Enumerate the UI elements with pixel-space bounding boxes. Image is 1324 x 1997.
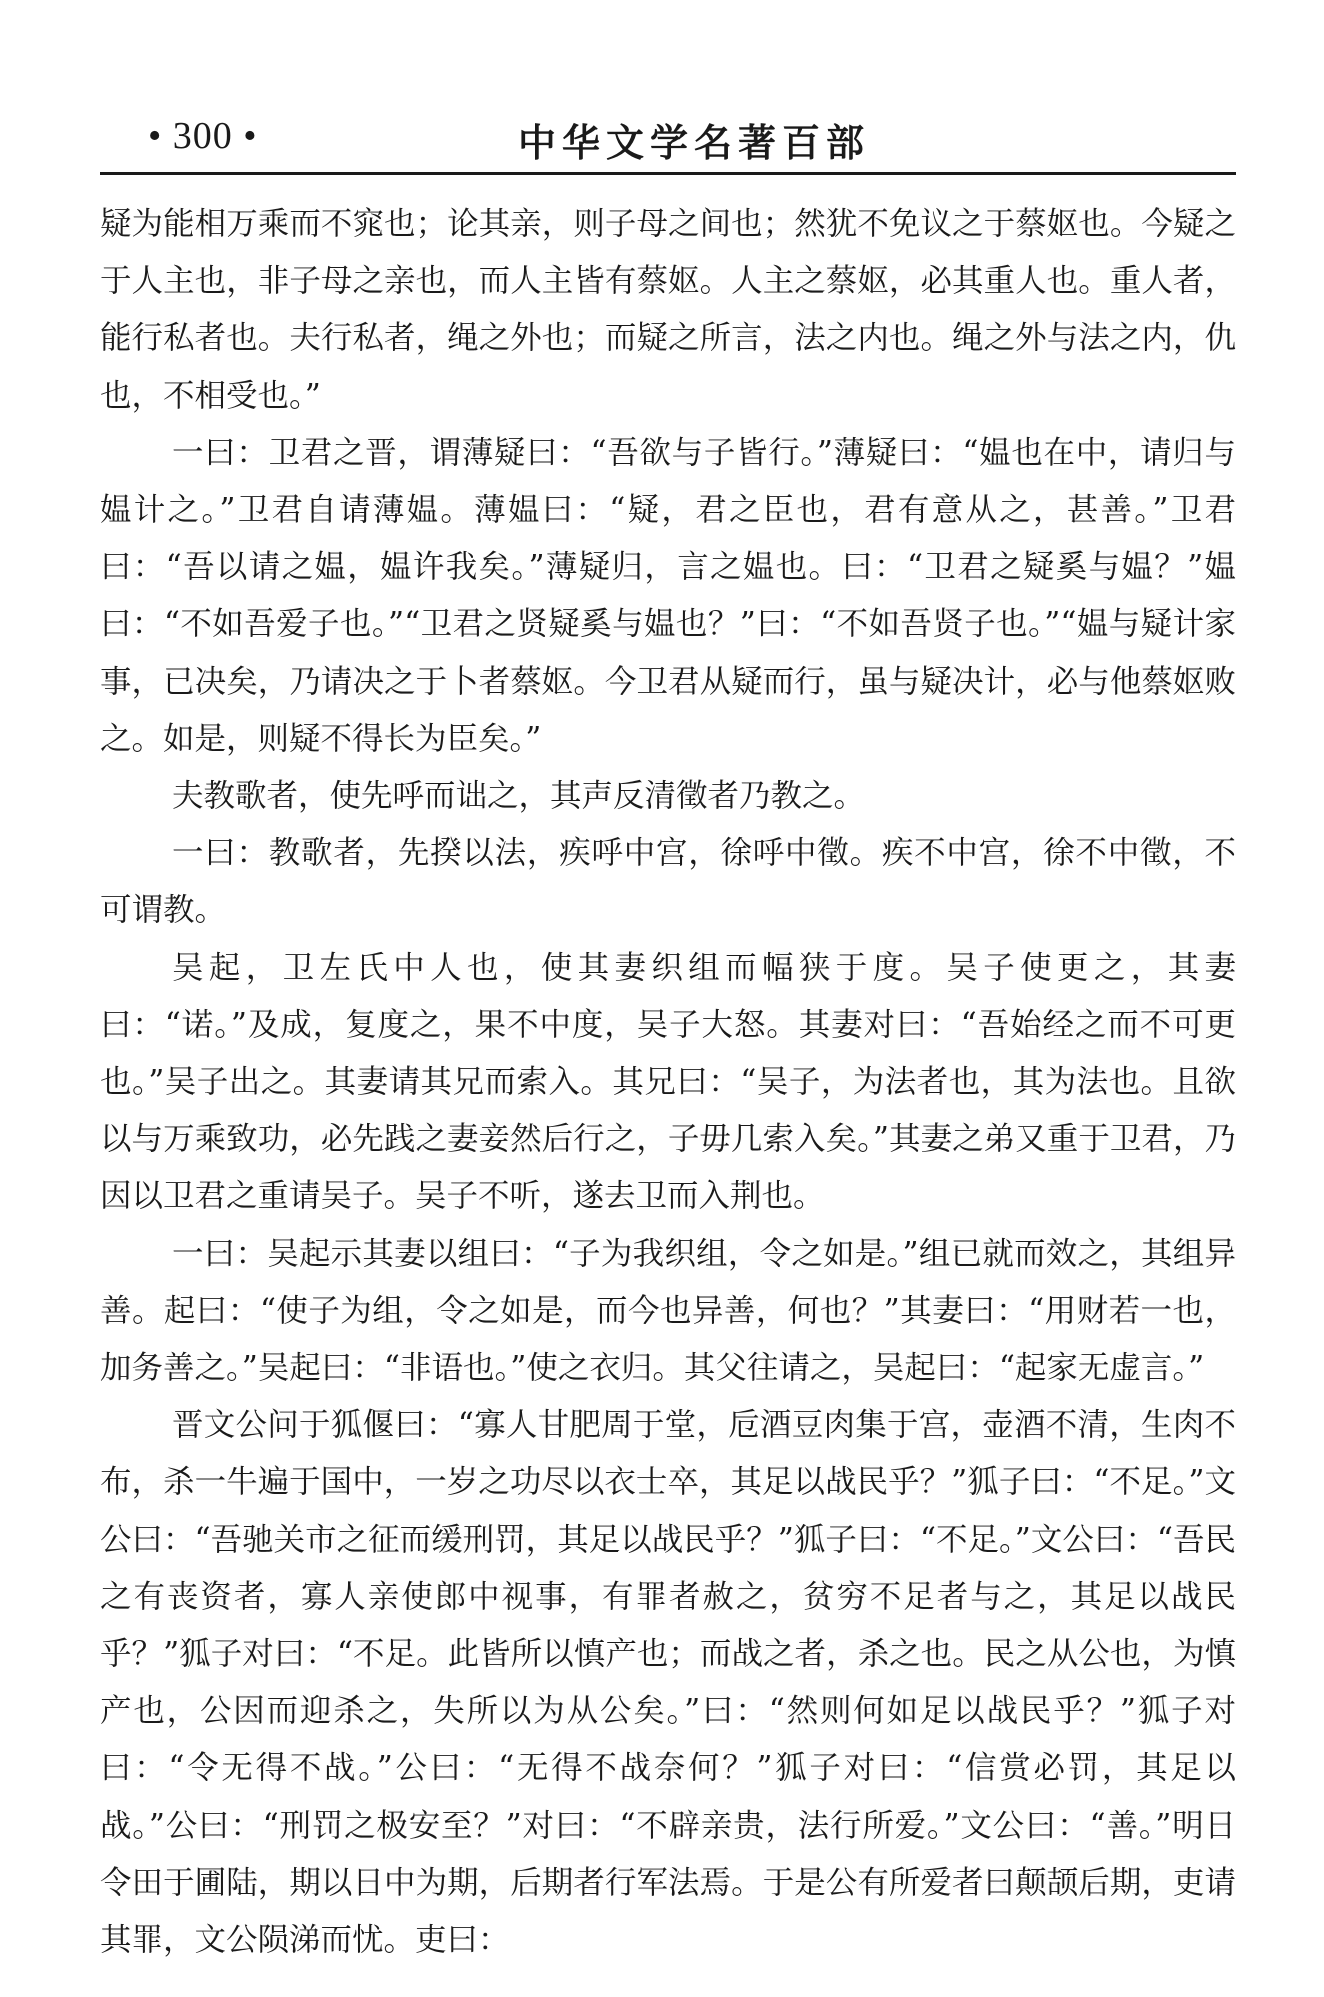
body-text (100, 196, 1236, 1969)
paragraph: 一曰：卫君之晋，谓薄疑曰：“吾欲与子皆行。”薄疑曰：“媪也在中，请归与媪计之。”卫君自请薄媪。薄媪曰：“疑，君之臣也，君有意从之，甚善。”卫君曰：“吾以请之媪，媪许我矣。”薄疑归，言之媪也。曰：“卫君之疑奚与媪？”媪曰：“不如吾爱子也。”“卫君之贤疑奚与媪也？”曰：“不如吾贤子也。”“媪与疑计家事，已决矣，乃请决之于卜者蔡妪。今卫君从疑而行，虽与疑决计，必与他蔡妪败之。如是，则疑不得长为臣矣。” (100, 434, 1236, 757)
page-number: • 300 • (148, 115, 258, 157)
page-header (100, 108, 1236, 168)
paragraph: 一曰：吴起示其妻以组曰：“子为我织组，令之如是。”组已就而效之，其组异善。起曰：“使子为组，令之如是，而今也异善，何也？”其妻曰：“用财若一也，加务善之。”吴起曰：“非语也。”使之衣归。其父往请之，吴起曰：“起家无虚言。” (100, 1235, 1236, 1387)
header-divider (100, 172, 1236, 175)
paragraph: 吴起，卫左氏中人也，使其妻织组而幅狭于度。吴子使更之，其妻曰：“诺。”及成，复度之，果不中度，吴子大怒。其妻对曰：“吾始经之而不可更也。”吴子出之。其妻请其兄而索入。其兄曰：“吴子，为法者也，其为法也。且欲以与万乘致功，必先践之妻妾然后行之，子毋几索入矣。”其妻之弟又重于卫君，乃因以卫君之重请吴子。吴子不听，遂去卫而入荆也。 (100, 949, 1236, 1215)
paragraph: 夫教歌者，使先呼而诎之，其声反清徵者乃教之。 (172, 778, 866, 815)
book-title: 中华文学名著百部 (518, 120, 871, 165)
paragraph: 一曰：教歌者，先揆以法，疾呼中宫，徐呼中徵。疾不中宫，徐不中徵，不可谓教。 (100, 835, 1236, 929)
paragraph-continued: 疑为能相万乘而不窕也；论其亲，则子母之间也；然犹不免议之于蔡妪也。今疑之于人主也，非子母之亲也，而人主皆有蔡妪。人主之蔡妪，必其重人也。重人者，能行私者也。夫行私者，绳之外也；而疑之所言，法之内也。绳之外与法之内，仇也，不相受也。” (100, 206, 1236, 414)
paragraph: 晋文公问于狐偃曰：“寡人甘肥周于堂，卮酒豆肉集于宫，壶酒不清，生肉不布，杀一牛遍于国中，一岁之功尽以衣士卒，其足以战民乎？”狐子曰：“不足。”文公曰：“吾驰关市之征而缓刑罚，其足以战民乎？”狐子曰：“不足。”文公曰：“吾民之有丧资者，寡人亲使郎中视事，有罪者赦之，贫穷不足者与之，其足以战民乎？”狐子对曰：“不足。此皆所以慎产也；而战之者，杀之也。民之从公也，为慎产也，公因而迎杀之，失所以为从公矣。”曰：“然则何如足以战民乎？”狐子对曰：“令无得不战。”公曰：“无得不战奈何？”狐子对曰：“信赏必罚，其足以战。”公曰：“刑罚之极安至？”对曰：“不辟亲贵，法行所爱。”文公曰：“善。”明日令田于圃陆，期以日中为期，后期者行军法焉。于是公有所爱者曰颠颉后期，吏请其罪，文公陨涕而忧。吏曰： (100, 1407, 1236, 1959)
